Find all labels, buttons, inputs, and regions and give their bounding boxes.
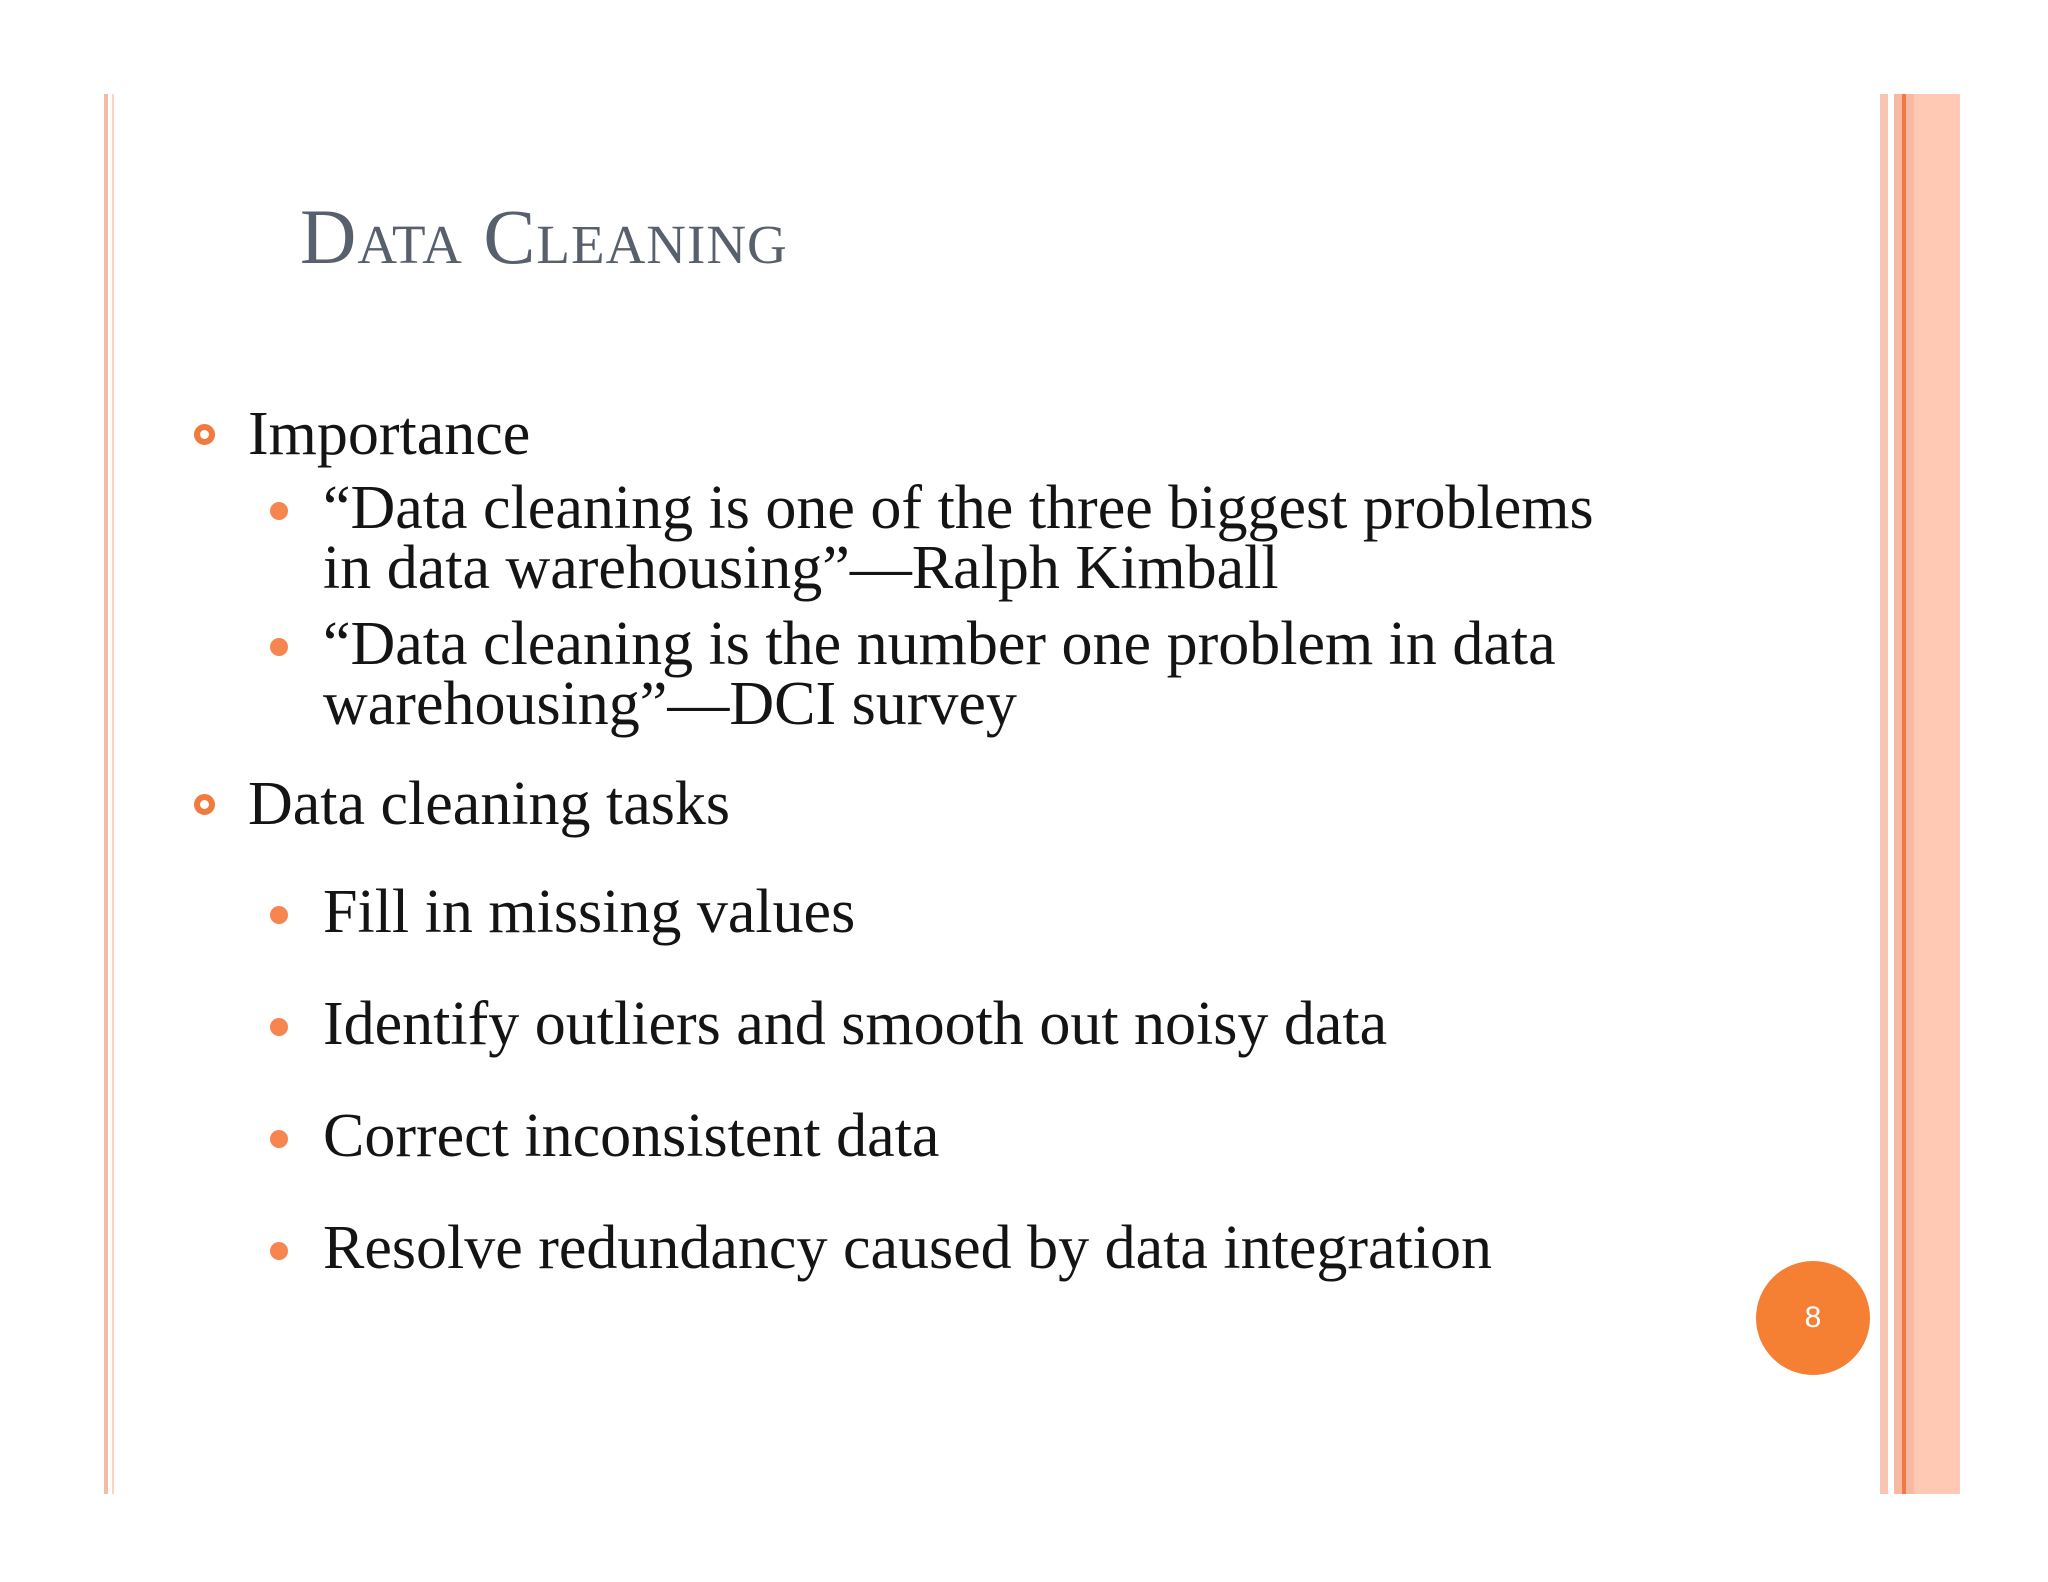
dot-bullet-icon	[270, 502, 288, 520]
sub-bullet-text: Resolve redundancy caused by data integration	[323, 1214, 1492, 1282]
slide-body	[190, 400, 1810, 1282]
sub-bullet-identify-outliers	[190, 990, 1810, 1058]
bullet-heading: Data cleaning tasks	[248, 770, 731, 838]
left-border-line	[104, 94, 108, 1494]
sub-bullet-text: Fill in missing values	[323, 878, 856, 946]
sub-bullet-fill-missing	[190, 878, 1810, 946]
sub-bullet-text: “Data cleaning is one of the three biggest problems in data warehousing”—Ralph Kimball	[323, 474, 1594, 602]
dot-bullet-icon	[270, 638, 288, 656]
ring-bullet-icon	[194, 794, 215, 815]
slide-title: Data Cleaning	[300, 193, 788, 280]
ring-bullet-icon	[194, 424, 215, 445]
dot-bullet-icon	[270, 906, 288, 924]
sub-bullet-correct-inconsistent	[190, 1102, 1810, 1170]
bullet-data-cleaning-tasks	[190, 770, 1810, 838]
bullet-importance	[190, 400, 1810, 468]
dot-bullet-icon	[270, 1130, 288, 1148]
dot-bullet-icon	[270, 1242, 288, 1260]
sub-bullet-resolve-redundancy	[190, 1214, 1810, 1282]
sub-bullet-kimball-quote	[190, 474, 1810, 602]
bullet-heading: Importance	[248, 400, 531, 468]
dot-bullet-icon	[270, 1018, 288, 1036]
sub-bullet-text: Correct inconsistent data	[323, 1102, 940, 1170]
page-number-badge: 8	[1756, 1261, 1870, 1375]
sub-bullet-text: “Data cleaning is the number one problem in data warehousing”—DCI survey	[323, 610, 1556, 738]
right-border-band	[1880, 94, 1960, 1494]
sub-bullet-text: Identify outliers and smooth out noisy data	[323, 990, 1388, 1058]
left-border-line-inner	[112, 94, 114, 1494]
sub-bullet-dci-quote	[190, 610, 1810, 738]
